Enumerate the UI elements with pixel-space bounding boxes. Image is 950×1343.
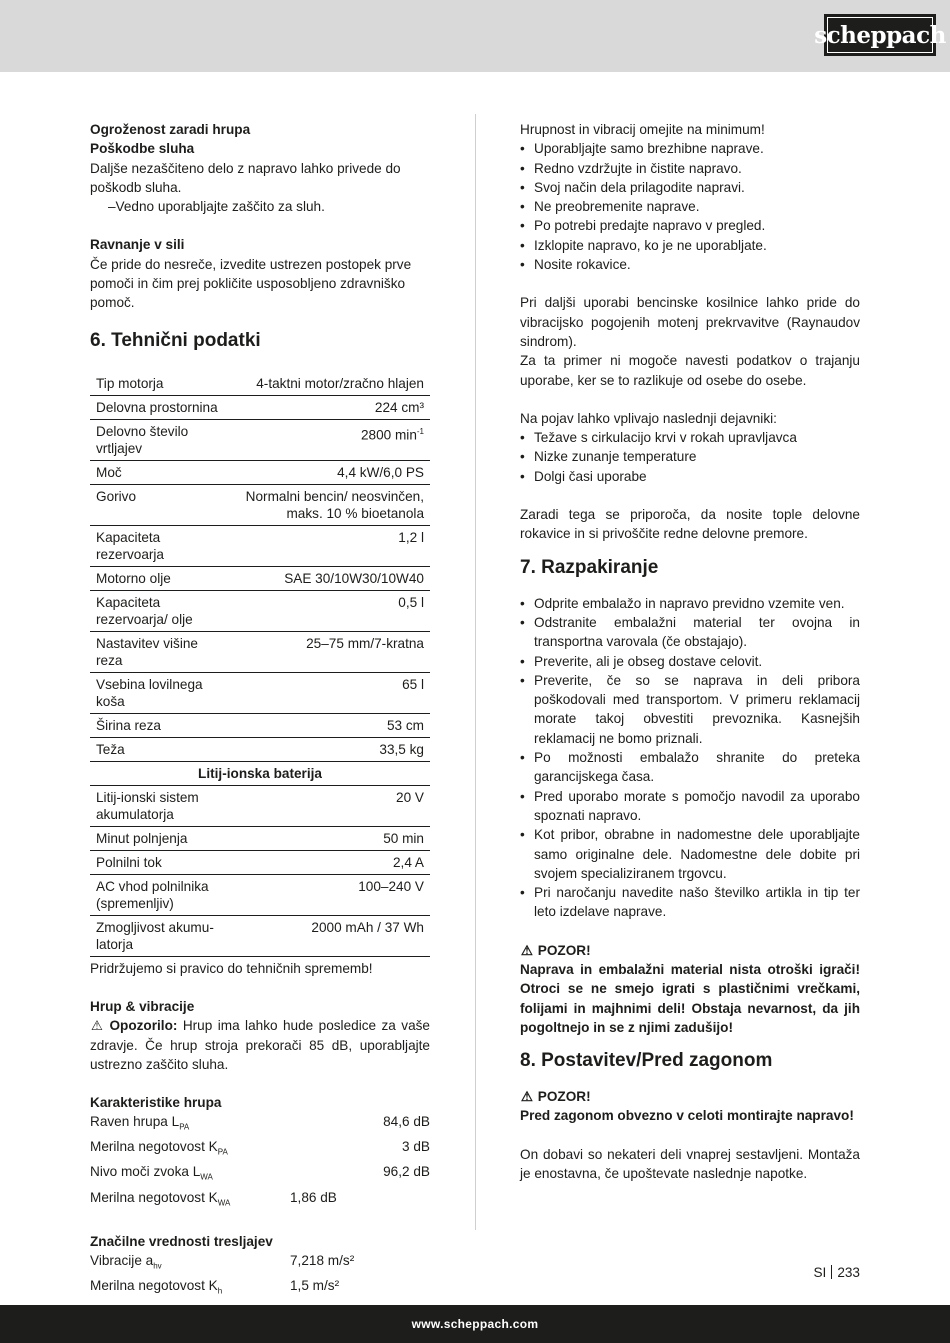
vibration-bullet-list [520, 139, 860, 274]
noise-row [90, 1162, 430, 1187]
vibration-values [90, 1251, 430, 1301]
spec-row [90, 737, 430, 761]
list-item: • Nizke zunanje temperature [520, 447, 860, 466]
list-item: • Redno vzdržujte in čistite napravo. [520, 159, 860, 178]
noise-sub: PA [179, 1123, 190, 1133]
spec-value: 2800 $\min^{-1}$ [360, 426, 424, 443]
list-item: • Težave s cirkulacijo krvi v rokah upravljavca [520, 428, 860, 447]
logo-text: scheppach [814, 21, 946, 49]
list-item: • Kot pribor, obrabne in nadomestne dele uporabljajte samo originalne dele. Nadomestne dele dobite pri svojem specializiranem trgovcu. [520, 825, 860, 883]
list-item: • Preverite, ali je obseg dostave celovit. [520, 652, 860, 671]
battery-key: AC vhod polnilnika (spremenljiv) [96, 878, 209, 911]
list-item: • Odstranite embalažni material ter ovojna in transportna varovala (če obstajajo). [520, 613, 860, 652]
list-item: • Pri naročanju navedite našo številko artikla in tip ter leto izdelave naprave. [520, 883, 860, 922]
spec-key: Gorivo [96, 488, 137, 504]
noise-value: 84,6 dB [383, 1114, 430, 1130]
spec-row [90, 460, 430, 484]
battery-header-row [90, 761, 430, 785]
noise-hazard-title: Ogroženost zaradi hrupa [90, 122, 251, 137]
noise-row [90, 1137, 430, 1162]
battery-row [90, 785, 430, 826]
duration-text: Za ta primer ni mogoče navesti podatkov o trajanju uporabe, ker se to razlikuje od osebe do osebe. [520, 353, 860, 388]
unpack-bullet-list [520, 594, 860, 922]
vibration-intro: Hrupnost in vibracij omejite na minimum! [520, 122, 765, 137]
noise-value: 3 dB [402, 1139, 430, 1155]
hearing-protection-text: –Vedno uporabljajte zaščito za sluh. [108, 199, 325, 215]
spec-key: Motorno olje [96, 570, 171, 586]
spec-key: Vsebina lovilnega koša [96, 676, 203, 709]
spec-row [90, 713, 430, 737]
caution-1-text: Naprava in embalažni material nista otroški igrači! Otroci se ne smejo igrati s plastičnimi vrečkami, folijami in majhnimi deli! Obstaja nevarnost, da jih pogoltnejo in se z njimi zadušijo! [520, 961, 860, 1035]
caution-1-label: ⚠ POZOR! [520, 941, 860, 960]
battery-row [90, 826, 430, 850]
spec-value: 53 cm [386, 717, 424, 733]
noise-sub: WA [200, 1173, 213, 1183]
scheppach-logo [814, 14, 946, 56]
warning-icon: ⚠ [90, 1018, 104, 1034]
noise-value: 1,86 dB [290, 1189, 337, 1205]
list-item: • Dolgi časi uporabe [520, 467, 860, 486]
raynaud-text: Pri daljši uporabi bencinske kosilnice lahko pride do vibracijsko pogojenih motenj prekrvavitve (Raynaudov sindrom). [520, 295, 860, 349]
logo-frame [827, 17, 933, 53]
battery-header: Litij-ionska baterija [198, 765, 322, 781]
gloves-text: Zaradi tega se priporoča, da nosite tople delovne rokavice in si privoščite redne delovne premore. [520, 507, 860, 542]
battery-key: Zmogljivost akumu-latorja [96, 919, 214, 952]
caution-2-label: ⚠ POZOR! [520, 1087, 860, 1106]
reserve-note: Pridržujemo si pravico do tehničnih sprememb! [90, 960, 373, 976]
list-item: • Preverite, če so se naprava in deli pribora poškodovali med transportom. V primeru reklamacij morate takoj obvestiti prevoznika. Kasnejših reklamacij ne bomo priznali. [520, 671, 860, 748]
noise-key: Merilna negotovost $K_{WA}$ [90, 1189, 231, 1208]
spec-row [90, 371, 430, 395]
spec-value: 0,5 l [398, 594, 424, 610]
spec-value: 224 cm³ [374, 399, 424, 415]
spec-key: Tip motorja [96, 375, 164, 391]
list-item: • Uporabljajte samo brezhibne naprave. [520, 139, 860, 158]
spec-value: 4-taktni motor/zračno hlajen [256, 375, 424, 391]
battery-value: 2000 mAh / 37 Wh [311, 919, 424, 935]
section-7-heading: 7. Razpakiranje [520, 556, 659, 578]
hearing-damage-text: Daljše nezaščiteno delo z napravo lahko privede do poškodb sluha. [90, 160, 401, 195]
left-column [90, 120, 430, 1301]
noise-value: 96,2 dB [383, 1164, 430, 1180]
spec-value: 65 l [402, 676, 424, 692]
spec-value: 25–75 mm/7-kratna [306, 635, 424, 651]
spec-key: Kapaciteta rezervoarja [96, 529, 164, 562]
vibration-sub: h [217, 1286, 223, 1296]
spec-row [90, 484, 430, 525]
factor-bullet-list [520, 428, 860, 486]
spec-key: Moč [96, 464, 122, 480]
noise-vibration-title: Hrup & vibracije [90, 998, 195, 1014]
vibration-row [90, 1251, 430, 1276]
vibration-row [90, 1276, 430, 1301]
noise-char-title: Karakteristike hrupa [90, 1095, 222, 1111]
noise-key: Nivo moči zvoka $L_{WA}$ [90, 1164, 213, 1183]
spec-row [90, 525, 430, 566]
list-item: • Po potrebi predajte napravo v pregled. [520, 216, 860, 235]
vibration-values-title: Značilne vrednosti tresljajev [90, 1233, 273, 1249]
spec-key: Kapaciteta rezervoarja/ olje [96, 594, 193, 627]
list-item: • Odprite embalažo in napravo previdno vzemite ven. [520, 594, 860, 613]
spec-key: Širina reza [96, 717, 161, 733]
warning-icon: ⚠ [520, 942, 534, 958]
battery-row [90, 874, 430, 915]
spec-key: Delovno število vrtljajev [96, 423, 189, 456]
vibration-value: 1,5 m/s² [290, 1277, 340, 1293]
battery-key: Polnilni tok [96, 854, 162, 870]
spec-row [90, 590, 430, 631]
spec-value: SAE 30/10W30/10W40 [284, 570, 424, 586]
spec-row [90, 672, 430, 713]
vibration-value: 7,218 m/s² [290, 1252, 355, 1268]
battery-key: Litij-ionski sistem akumulatorja [96, 789, 199, 822]
battery-value: 100–240 V [358, 878, 424, 894]
noise-warning [90, 1016, 430, 1074]
noise-row [90, 1188, 430, 1213]
battery-row [90, 915, 430, 956]
spec-unit-exp: -1 [416, 426, 424, 436]
spec-value: 1,2 l [398, 529, 424, 545]
noise-key: Merilna negotovost $K_{PA}$ [90, 1139, 228, 1158]
assembly-text: On dobavi so nekateri deli vnaprej sestavljeni. Montaža je enostavna, če upoštevate naslednje napotke. [520, 1146, 860, 1182]
spec-value: Normalni bencin/ neosvinčen, maks. 10 % bioetanola [245, 488, 424, 521]
spec-key: Teža [96, 741, 125, 757]
column-divider [475, 114, 476, 1230]
emergency-title: Ravnanje v sili [90, 237, 185, 253]
spec-key: Nastavitev višine reza [96, 635, 198, 668]
section-8-heading: 8. Postavitev/Pred zagonom [520, 1050, 773, 1072]
spec-row [90, 419, 430, 460]
spec-value: 4,4 kW/6,0 PS [337, 464, 424, 480]
vibration-key: Merilna negotovost $K_h$ [90, 1277, 223, 1296]
battery-value: 20 V [396, 789, 424, 805]
battery-value: 50 min [383, 830, 424, 846]
list-item: • Ne preobremenite naprave. [520, 197, 860, 216]
page-number: SI 233 [813, 1265, 860, 1280]
list-item: • Nosite rokavice. [520, 255, 860, 274]
list-item: • Pred uporabo morate s pomočjo navodil za uporabo spoznati napravo. [520, 787, 860, 826]
list-item: • Izklopite napravo, ko je ne uporabljate. [520, 236, 860, 255]
list-item: • Svoj način dela prilagodite napravi. [520, 178, 860, 197]
warning-text: Hrup ima lahko hude posledice za vaše zdravje. Če hrup stroja prekorači 85 dB, uporabljajte ustrezno zaščito sluha. [90, 1018, 430, 1072]
spec-row [90, 566, 430, 590]
footer-url[interactable]: www.scheppach.com [411, 1317, 539, 1331]
spec-row [90, 395, 430, 419]
header-bar [0, 0, 950, 72]
noise-values [90, 1112, 430, 1187]
hearing-damage-title: Poškodbe sluha [90, 141, 195, 157]
battery-key: Minut polnjenja [96, 830, 188, 846]
factors-intro: Na pojav lahko vplivajo naslednji dejavniki: [520, 410, 777, 426]
section-6-heading: 6. Tehnični podatki [90, 329, 261, 351]
battery-value: 2,4 A [393, 854, 424, 870]
vibration-key: Vibracije $a_{hv}$ [90, 1252, 162, 1271]
caution-2-text: Pred zagonom obvezno v celoti montirajte napravo! [520, 1108, 854, 1124]
battery-row [90, 850, 430, 874]
warning-icon: ⚠ [520, 1089, 534, 1105]
noise-sub: PA [217, 1148, 228, 1158]
spec-row [90, 631, 430, 672]
noise-key: Raven hrupa $L_{PA}$ [90, 1114, 190, 1133]
warning-label: Opozorilo: [109, 1018, 178, 1034]
spec-value: 33,5 kg [379, 741, 424, 757]
list-item: • Po možnosti embalažo shranite do preteka garancijskega časa. [520, 748, 860, 787]
noise-row [90, 1112, 430, 1137]
emergency-text: Če pride do nesreče, izvedite ustrezen postopek prve pomoči in čim prej pokličite usposobljeno zdravniško pomoč. [90, 256, 412, 311]
vibration-sub: hv [153, 1261, 162, 1271]
footer-bar [0, 1305, 950, 1343]
spec-key: Delovna prostornina [96, 399, 218, 415]
spec-table [90, 371, 430, 957]
right-column [520, 120, 860, 1183]
